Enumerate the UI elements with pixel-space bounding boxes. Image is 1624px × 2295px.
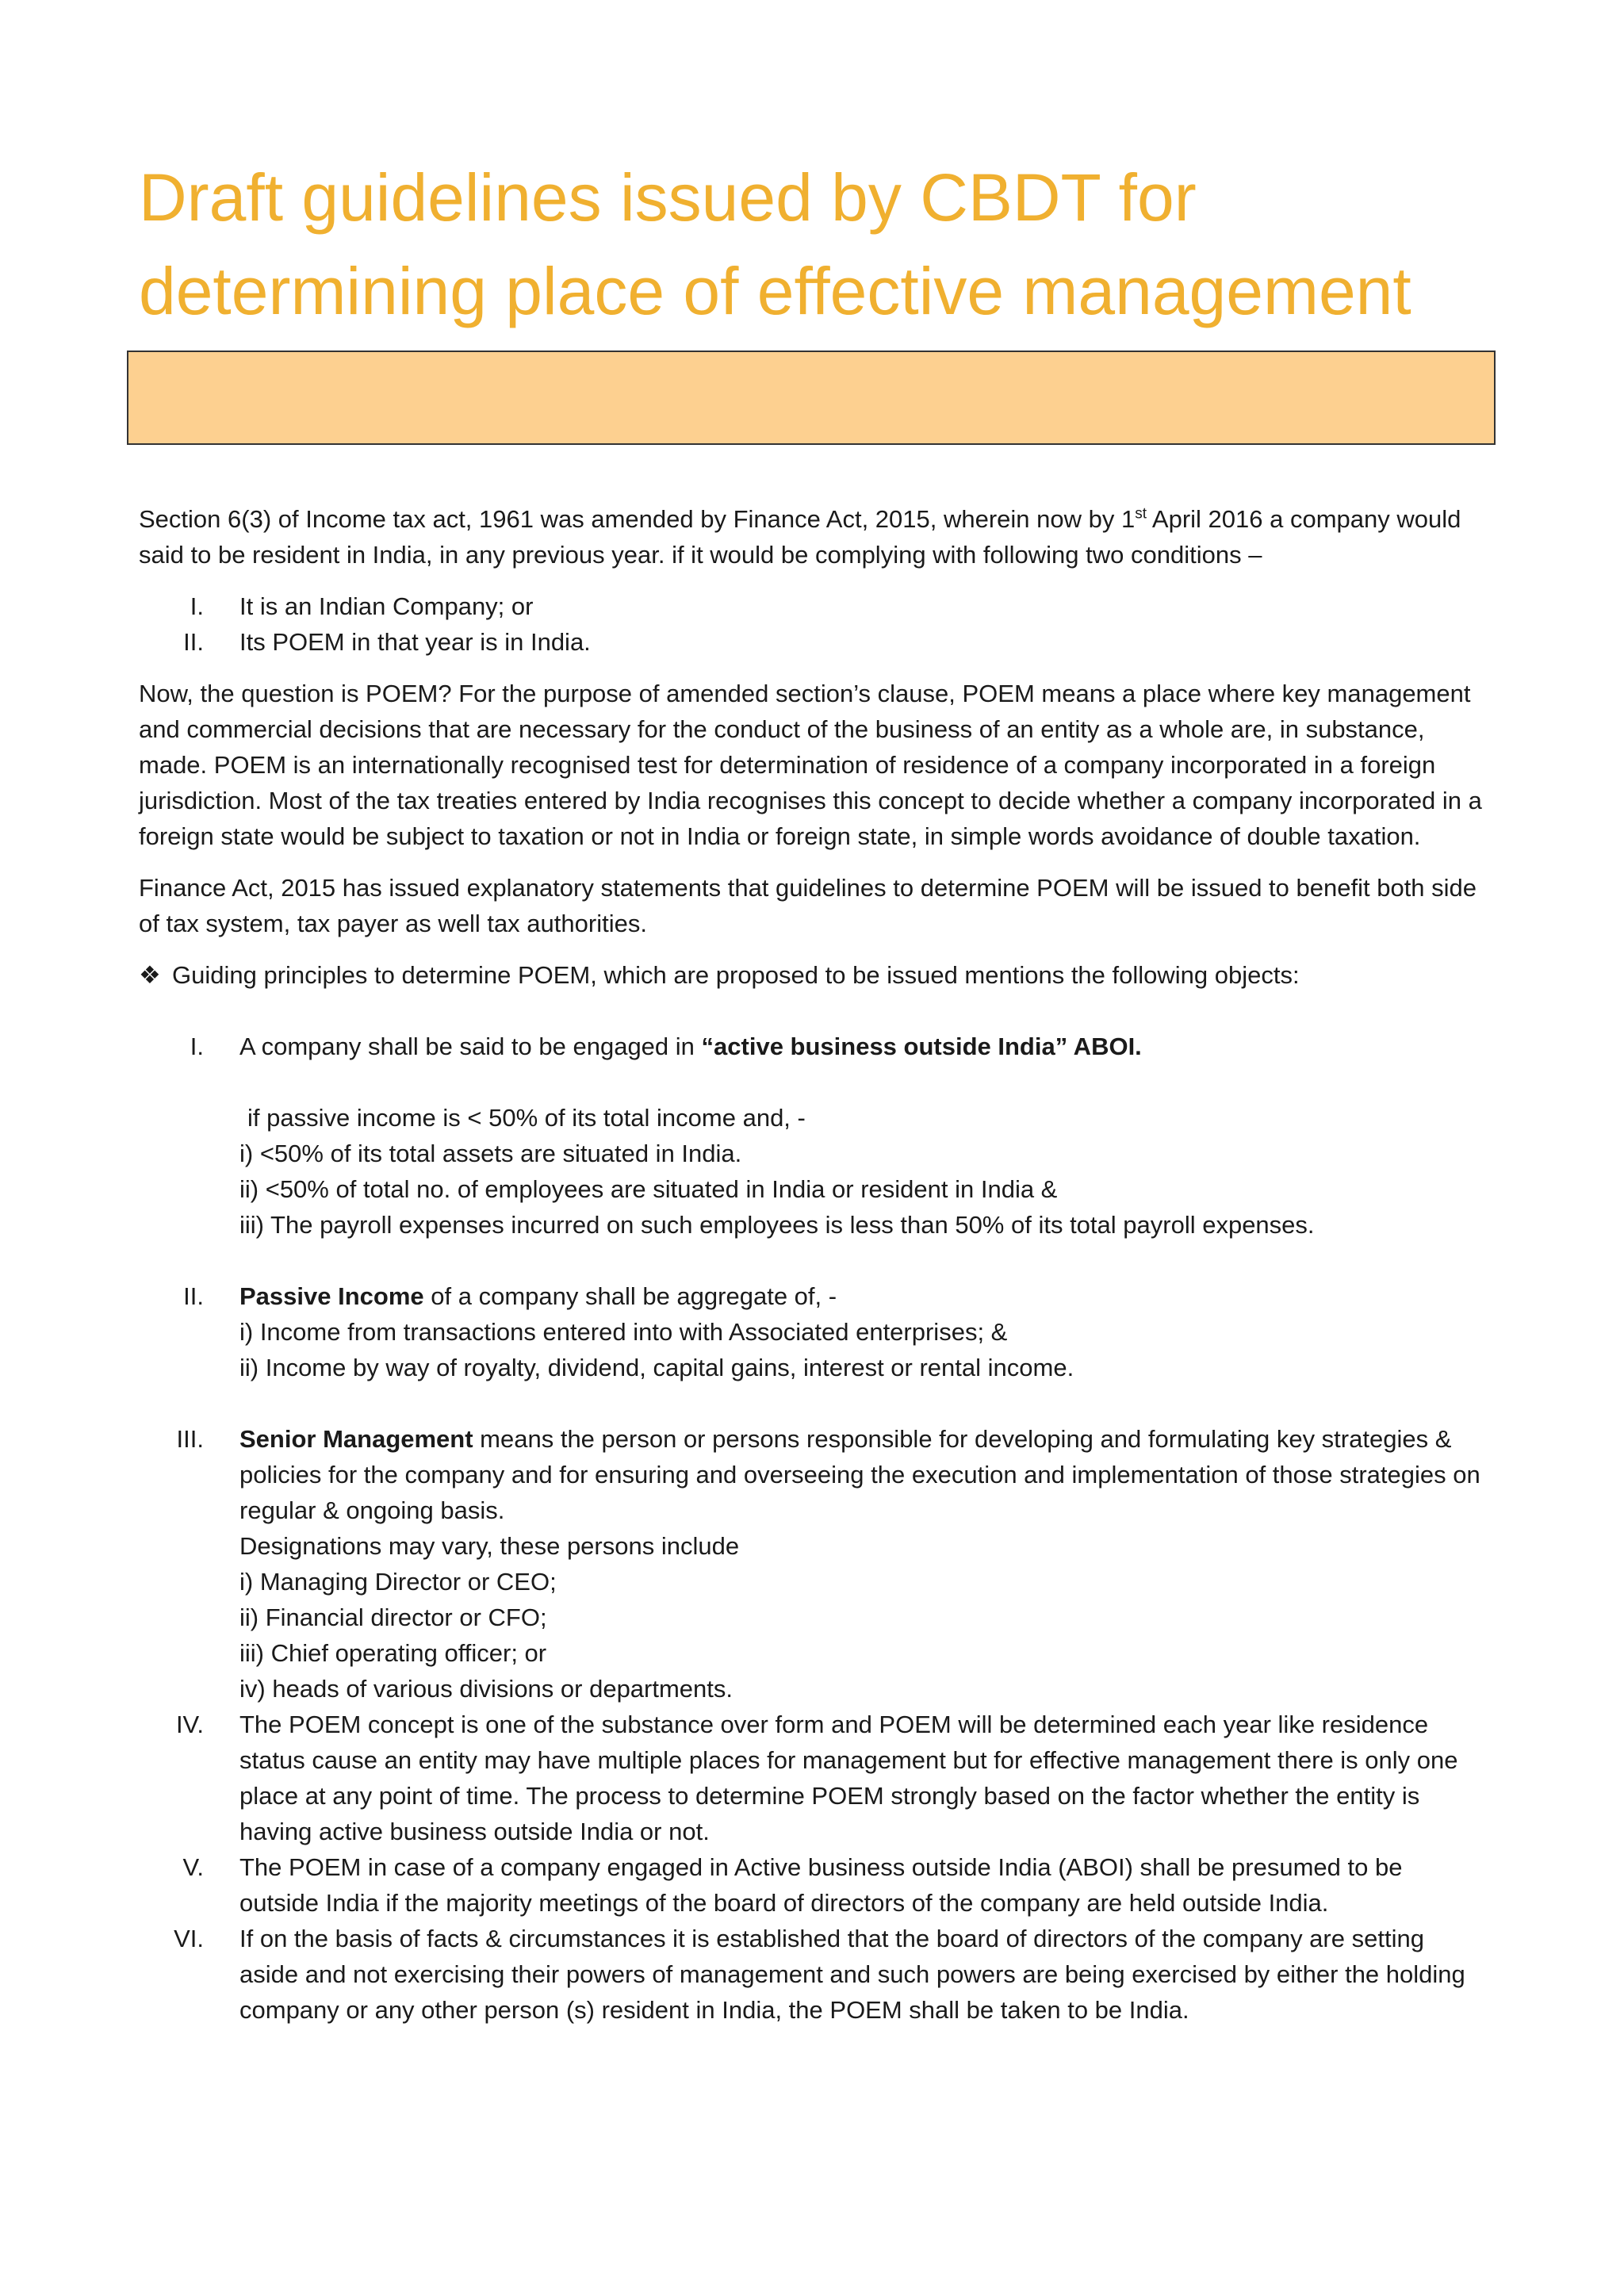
condition-text: It is an Indian Company; or [239, 592, 534, 620]
principle-rest: of a company shall be aggregate of, - [423, 1282, 837, 1310]
principle-text [204, 1421, 1487, 1707]
principle-bold-term: Passive Income [239, 1282, 424, 1310]
condition-item [139, 624, 1487, 660]
spacer [139, 1064, 1487, 1100]
designation-item: iii) Chief operating officer; or [239, 1639, 547, 1667]
condition-text: Its POEM in that year is in India. [239, 628, 591, 656]
principle-lead: A company shall be said to be engaged in [239, 1033, 702, 1060]
poem-paragraph: Now, the question is POEM? For the purpose of amended section’s clause, POEM means a place where key management and commercial decisions that are necessary for the conduct of the business of an entity as a whole are, in substance, made. POEM is an internationally recognised test for determination of residence of a company incorporated in a foreign jurisdiction. Most of the tax treaties entered by India recognises this concept to decide whether a company incorporated in a foreign state would be subject to taxation or not in India or foreign state, in simple words avoidance of double taxation. [139, 680, 1482, 850]
conditions-list [139, 588, 1487, 660]
aboi-subitem: i) <50% of its total assets are situated in India. [239, 1140, 742, 1167]
condition-number: I. [190, 592, 204, 620]
principle-number: II. [183, 1282, 204, 1310]
principle-rest: means the person or persons responsible for developing and formulating key strategies & policies for the company and for ensuring and overseeing the execution and implementation of those strategies on regular & ongoing basis. [239, 1425, 1480, 1524]
principle-item [139, 1921, 1487, 2028]
intro-paragraph [139, 501, 1487, 573]
principle-item [139, 1849, 1487, 1921]
principle-bold-term: “active business outside India” ABOI. [701, 1033, 1142, 1060]
bullet-text: Guiding principles to determine POEM, which are proposed to be issued mentions the following objects: [172, 961, 1300, 989]
principle-text: The POEM in case of a company engaged in Active business outside India (ABOI) shall be presumed to be outside India if the majority meetings of the board of directors of the company are held outside India. [239, 1853, 1403, 1917]
principle-number: I. [190, 1033, 204, 1060]
aboi-condition: if passive income is < 50% of its total income and, - [247, 1104, 806, 1132]
condition-number: II. [183, 628, 204, 656]
diamond-bullet-icon: ❖ [139, 961, 161, 989]
principle-number: V. [182, 1853, 204, 1881]
intro-superscript: st [1135, 505, 1147, 523]
document-title: Draft guidelines issued by CBDT for determining place of effective management [139, 160, 1411, 328]
designation-item: ii) Financial director or CFO; [239, 1603, 547, 1631]
passive-income-subitem: ii) Income by way of royalty, dividend, capital gains, interest or rental income. [239, 1354, 1074, 1381]
highlight-banner [127, 351, 1496, 445]
principle-text [204, 1029, 1487, 1064]
designation-item: i) Managing Director or CEO; [239, 1568, 557, 1596]
principle-number: VI. [174, 1925, 204, 1952]
intro-text-start: Section 6(3) of Income tax act, 1961 was amended by Finance Act, 2015, wherein now by 1 [139, 505, 1136, 533]
document-body [139, 501, 1487, 2028]
passive-income-subitem: i) Income from transactions entered into with Associated enterprises; & [239, 1318, 1008, 1346]
principle-item [139, 1278, 1487, 1314]
condition-item [139, 588, 1487, 624]
principle-text [204, 1278, 1487, 1314]
aboi-subitem: iii) The payroll expenses incurred on such employees is less than 50% of its total payroll expenses. [239, 1211, 1315, 1239]
principle-text: If on the basis of facts & circumstances it is established that the board of directors of the company are setting aside and not exercising their powers of management and such powers are being exercised by either the holding company or any other person (s) resident in India, the POEM shall be taken to be India. [239, 1925, 1465, 2024]
principle-item [139, 1707, 1487, 1849]
intro-text-end: April 2016 a company would said to be resident in India, in any previous year. if it would be complying with following two conditions – [139, 505, 1461, 569]
designation-item: iv) heads of various divisions or departments. [239, 1675, 733, 1703]
principle-item [139, 1029, 1487, 1064]
principle-number: III. [176, 1425, 204, 1453]
guiding-principles-bullet [139, 957, 1487, 993]
finance-act-paragraph: Finance Act, 2015 has issued explanatory statements that guidelines to determine POEM will be issued to benefit both side of tax system, tax payer as well tax authorities. [139, 874, 1477, 937]
designations-line: Designations may vary, these persons include [239, 1532, 740, 1560]
aboi-subitem: ii) <50% of total no. of employees are situated in India or resident in India & [239, 1175, 1058, 1203]
principle-text: The POEM concept is one of the substance over form and POEM will be determined each year like residence status cause an entity may have multiple places for management but for effective management there is only one place at any point of time. The process to determine POEM strongly based on the factor whether the entity is having active business outside India or not. [239, 1711, 1458, 1845]
principle-item [139, 1421, 1487, 1707]
principle-number: IV. [175, 1711, 204, 1738]
principle-bold-term: Senior Management [239, 1425, 473, 1453]
